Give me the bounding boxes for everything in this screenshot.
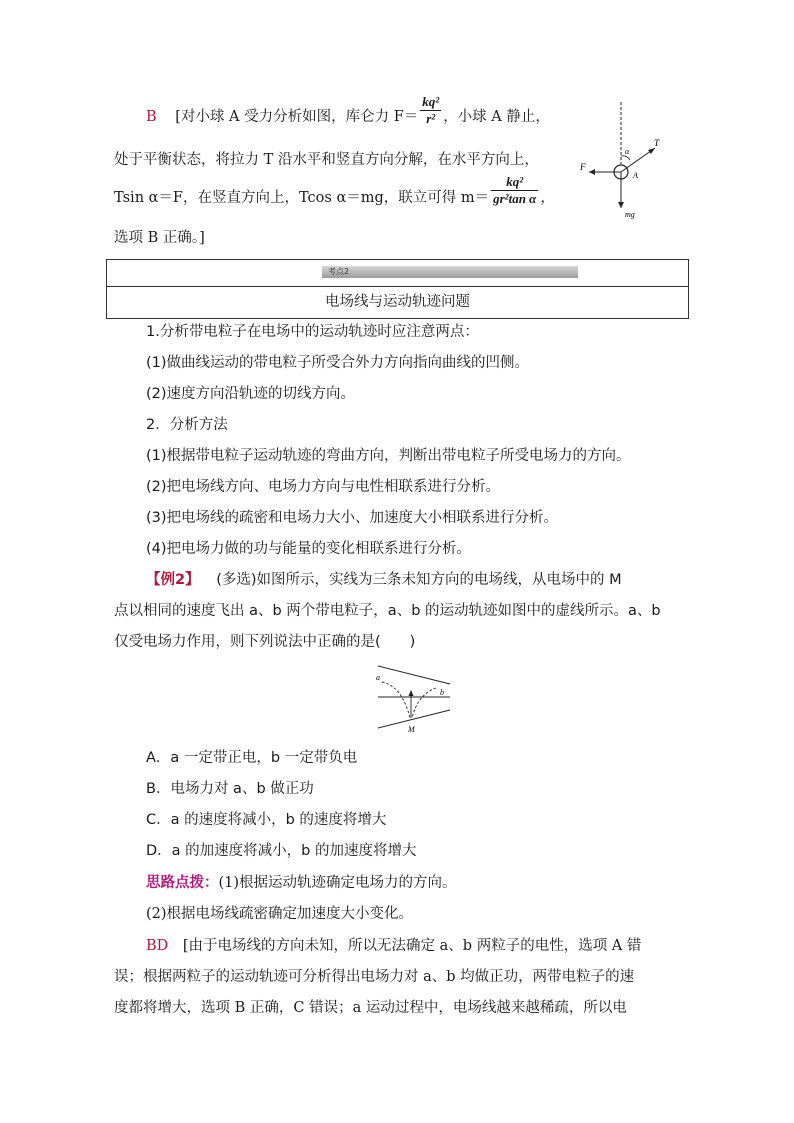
section-header-box (106, 259, 689, 319)
coulomb-denominator: r² (426, 110, 436, 126)
trajectory-b (412, 688, 436, 718)
body-line-4: 2．分析方法 (146, 417, 228, 433)
answer1-text1: [对小球 A 受力分析如图，库仑力 F＝ (175, 109, 419, 125)
option-a: A．a 一定带正电，b 一定带负电 (146, 750, 358, 766)
coulomb-force-arrowhead (589, 169, 595, 175)
answer2-line-2: 误；根据两粒子的运动轨迹可分析得出电场力对 a、b 均做正功，两带电粒子的速 (114, 969, 635, 985)
hint-line-2: (2)根据电场线疏密确定加速度大小变化。 (146, 906, 414, 922)
example-text-1: (多选)如图所示，实线为三条未知方向的电场线，从电场中的 M (216, 572, 622, 588)
velocity-arrowhead (409, 690, 414, 696)
label-mg: mg (625, 210, 635, 219)
answer1-text3: Tsin α＝F，在竖直方向上，Tcos α＝mg，联立可得 m＝ (114, 190, 490, 206)
body-line-3: (2)速度方向沿轨迹的切线方向。 (146, 386, 356, 402)
answer1-label: B (146, 109, 157, 125)
field-lines-figure (372, 660, 454, 736)
answer2-line-3: 度都将增大，选项 B 正确，C 错误；a 运动过程中，电场线越来越稀疏，所以电 (114, 1000, 627, 1016)
coulomb-fraction (420, 94, 441, 127)
example-line-1 (146, 570, 622, 590)
body-line-2: (1)做曲线运动的带电粒子所受合外力方向指向曲线的凹侧。 (146, 355, 530, 371)
option-b: B．电场力对 a、b 做正功 (146, 781, 314, 797)
label-M: M (408, 725, 415, 734)
force-diagram-figure (575, 100, 685, 225)
trajectory-a (382, 682, 410, 718)
body-line-8: (4)把电场力做的功与能量的变化相联系进行分析。 (146, 541, 472, 557)
answer1-line3 (114, 173, 555, 208)
answer2-label: BD (146, 938, 169, 954)
answer1-line1 (146, 93, 550, 127)
mass-fraction (491, 174, 538, 207)
section-badge-row (107, 260, 688, 287)
example-label: 【例2】 (146, 572, 200, 588)
label-F: F (580, 162, 586, 172)
answer1-line4: 选项 B 正确。] (114, 230, 205, 246)
hint-text-1: (1)根据运动轨迹确定电场力的方向。 (218, 875, 457, 891)
label-alpha: α (625, 147, 630, 156)
example-line-3: 仅受电场力作用，则下列说法中正确的是( ) (114, 634, 416, 650)
field-line-top (378, 666, 450, 684)
body-line-1: 1.分析带电粒子在电场中的运动轨迹时应注意两点： (146, 324, 479, 340)
answer2-line-1 (146, 936, 641, 956)
section-title: 电场线与运动轨迹问题 (325, 294, 470, 310)
mass-denominator: gr²tan α (493, 190, 537, 206)
answer1-line2: 处于平衡状态，将拉力 T 沿水平和竖直方向分解，在水平方向上， (114, 152, 539, 168)
option-d: D．a 的加速度将减小，b 的加速度将增大 (146, 843, 417, 859)
body-line-7: (3)把电场线的疏密和电场力大小、加速度大小相联系进行分析。 (146, 510, 559, 526)
label-a: a (376, 673, 380, 682)
gravity-arrowhead (618, 202, 624, 208)
body-line-6: (2)把电场线方向、电场力方向与电性相联系进行分析。 (146, 479, 501, 495)
example-line-2: 点以相同的速度飞出 a、b 两个带电粒子，a、b 的运动轨迹如图中的虚线所示。a、b (114, 603, 661, 619)
label-b: b (440, 688, 444, 697)
coulomb-numerator: kq² (422, 93, 440, 109)
answer2-text-1: [由于电场线的方向未知，所以无法确定 a、b 两粒子的电性，选项 A 错 (182, 938, 642, 954)
answer1-text1-tail: ，小球 A 静止， (443, 109, 550, 125)
section-badge: 考点2 (322, 266, 578, 278)
mass-numerator: kq² (491, 174, 538, 191)
body-line-5: (1)根据带电粒子运动轨迹的弯曲方向，判断出带电粒子所受电场力的方向。 (146, 448, 631, 464)
label-T: T (654, 138, 660, 148)
tension-arrowhead (648, 148, 655, 154)
label-A: A (633, 171, 638, 180)
angle-arc (621, 156, 630, 160)
hint-label: 思路点拨： (146, 875, 219, 891)
answer1-text3-tail: ， (540, 190, 555, 206)
hint-line-1 (146, 873, 457, 893)
option-c: C．a 的速度将减小，b 的速度将增大 (146, 812, 387, 828)
